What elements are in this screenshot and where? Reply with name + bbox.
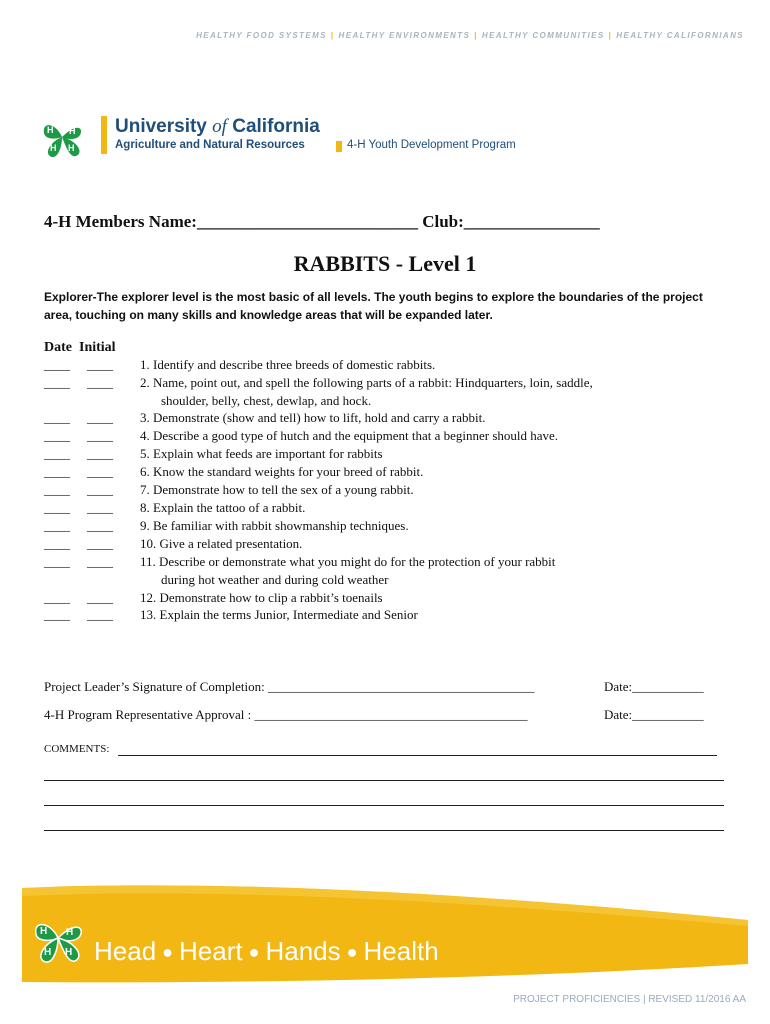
program-name: 4-H Youth Development Program	[347, 139, 516, 151]
item-text: 5. Explain what feeds are important for rabbits	[140, 446, 383, 461]
date-blank[interactable]: ____	[44, 590, 70, 605]
initial-blank[interactable]: ____	[87, 464, 113, 479]
item-text: during hot weather and during cold weather	[161, 572, 389, 587]
tagline-separator: |	[330, 31, 335, 40]
tagline-item: HEALTHY ENVIRONMENTS	[338, 31, 471, 40]
member-name-line	[44, 212, 600, 232]
initial-blank[interactable]: ____	[87, 410, 113, 425]
date-blank[interactable]: ____	[44, 482, 70, 497]
rep-approval-blank[interactable]: __________________________________________	[254, 707, 528, 722]
header-tagline	[0, 31, 744, 40]
rep-date-blank[interactable]: ___________	[632, 707, 704, 722]
date-blank[interactable]: ____	[44, 518, 70, 533]
initial-blank[interactable]: ____	[87, 590, 113, 605]
initial-blank[interactable]: ____	[87, 446, 113, 461]
tagline-item: HEALTHY FOOD SYSTEMS	[196, 31, 327, 40]
clover-letter: H	[68, 143, 75, 153]
initial-header: Initial	[79, 340, 116, 355]
four-h-clover-logo-icon	[36, 113, 88, 161]
club-blank[interactable]: ________________	[463, 212, 600, 231]
date-blank[interactable]: ____	[44, 500, 70, 515]
date-blank[interactable]: ____	[44, 536, 70, 551]
clover-letter: H	[40, 926, 48, 937]
anr-name: Agriculture and Natural Resources	[115, 139, 305, 151]
date-blank[interactable]: ____	[44, 607, 70, 622]
item-text: 7. Demonstrate how to tell the sex of a young rabbit.	[140, 482, 414, 497]
footer-text: PROJECT PROFICIENCIES | REVISED 11/2016 AA	[513, 994, 746, 1005]
tagline-item: HEALTHY COMMUNITIES	[481, 31, 605, 40]
university-name: University of California	[115, 116, 320, 137]
item-text: 6. Know the standard weights for your breed of rabbit.	[140, 464, 424, 479]
clover-letter: H	[44, 947, 52, 958]
clover-letter: H	[65, 947, 73, 958]
comments-line[interactable]	[44, 805, 724, 806]
initial-blank[interactable]: ____	[87, 375, 113, 390]
item-text: 2. Name, point out, and spell the following parts of a rabbit: Hindquarters, loin, saddle,	[140, 375, 593, 390]
tagline-separator: |	[474, 31, 478, 40]
date-label: Date:	[604, 679, 633, 694]
leader-date-blank[interactable]: ___________	[632, 679, 704, 694]
date-blank[interactable]: ____	[44, 554, 70, 569]
item-text: 10. Give a related presentation.	[140, 536, 303, 551]
bullet-icon: ●	[248, 942, 260, 962]
rep-approval-label: 4-H Program Representative Approval :	[44, 707, 252, 722]
item-text: 11. Describe or demonstrate what you might do for the protection of your rabbit	[140, 554, 556, 569]
banner-word: Hands	[265, 936, 341, 966]
comments-line[interactable]	[44, 830, 724, 831]
comments-line[interactable]	[44, 780, 724, 781]
brand-bar	[101, 116, 107, 154]
banner-word: Head	[94, 936, 157, 966]
clover-letter: H	[69, 126, 76, 136]
date-blank[interactable]: ____	[44, 357, 70, 372]
footer-banner	[0, 880, 770, 990]
item-text: 8. Explain the tattoo of a rabbit.	[140, 500, 306, 515]
initial-blank[interactable]: ____	[87, 357, 113, 372]
date-blank[interactable]: ____	[44, 375, 70, 390]
banner-word: Heart	[179, 936, 243, 966]
item-text: 1. Identify and describe three breeds of domestic rabbits.	[140, 357, 436, 372]
explorer-description: Explorer-The explorer level is the most basic of all levels. The youth begins to explore the boundaries of the project area, touching on many skills and knowledge areas that will be expanded later.	[44, 290, 703, 322]
initial-blank[interactable]: ____	[87, 428, 113, 443]
leader-signature-label: Project Leader’s Signature of Completion:	[44, 679, 265, 694]
item-text: 13. Explain the terms Junior, Intermediate and Senior	[140, 607, 418, 622]
member-name-label: 4-H Members Name:	[44, 212, 197, 231]
initial-blank[interactable]: ____	[87, 607, 113, 622]
program-marker	[336, 141, 342, 152]
date-initial-header	[44, 340, 116, 356]
date-blank[interactable]: ____	[44, 428, 70, 443]
clover-letter: H	[66, 927, 74, 938]
page-title: RABBITS - Level 1	[293, 251, 477, 276]
initial-blank[interactable]: ____	[87, 500, 113, 515]
comments-line[interactable]	[118, 755, 717, 756]
banner-slogan	[94, 936, 439, 967]
banner-word: Health	[363, 936, 439, 966]
four-h-clover-banner-icon	[27, 910, 89, 966]
clover-letter: H	[47, 125, 54, 135]
initial-blank[interactable]: ____	[87, 482, 113, 497]
leader-signature-line	[44, 679, 534, 695]
initial-blank[interactable]: ____	[87, 536, 113, 551]
clover-letter: H	[50, 143, 57, 153]
date-label: Date:	[604, 707, 633, 722]
item-text: 4. Describe a good type of hutch and the equipment that a beginner should have.	[140, 428, 559, 443]
comments-label: COMMENTS:	[44, 743, 110, 755]
bullet-icon: ●	[346, 942, 358, 962]
date-header: Date	[44, 340, 72, 355]
item-text: 12. Demonstrate how to clip a rabbit’s toenails	[140, 590, 383, 605]
date-blank[interactable]: ____	[44, 410, 70, 425]
date-blank[interactable]: ____	[44, 446, 70, 461]
tagline-item: HEALTHY CALIFORNIANS	[616, 31, 744, 40]
leader-signature-blank[interactable]: _________________________________________	[267, 679, 535, 694]
initial-blank[interactable]: ____	[87, 518, 113, 533]
leader-date	[604, 679, 704, 695]
tagline-separator: |	[608, 31, 613, 40]
item-text: 9. Be familiar with rabbit showmanship techniques.	[140, 518, 409, 533]
rep-date	[604, 707, 704, 723]
club-label: Club:	[422, 212, 464, 231]
rep-approval-line	[44, 707, 527, 723]
item-text: shoulder, belly, chest, dewlap, and hock.	[161, 393, 372, 408]
item-text: 3. Demonstrate (show and tell) how to lift, hold and carry a rabbit.	[140, 410, 486, 425]
bullet-icon: ●	[162, 942, 174, 962]
initial-blank[interactable]: ____	[87, 554, 113, 569]
date-blank[interactable]: ____	[44, 464, 70, 479]
member-name-blank[interactable]: __________________________	[196, 212, 418, 231]
